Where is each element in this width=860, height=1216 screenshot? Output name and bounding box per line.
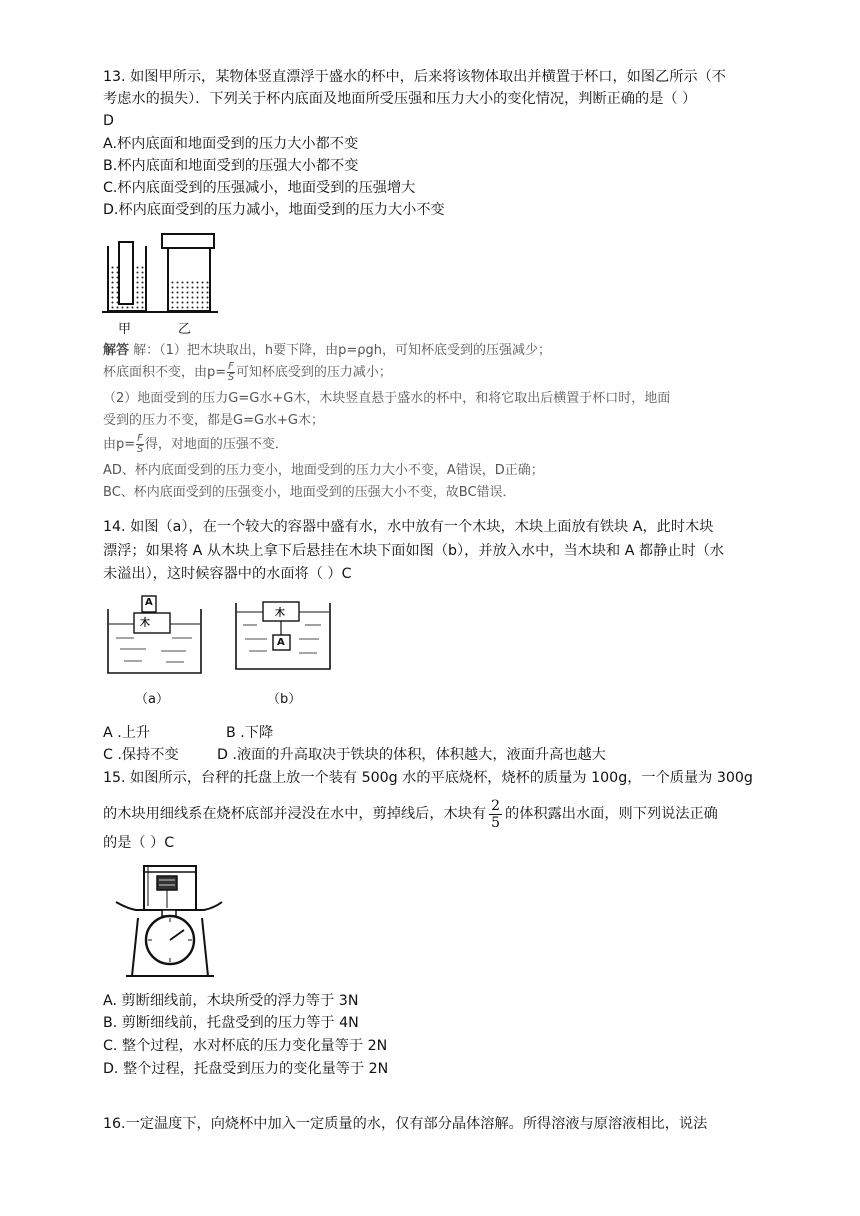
q15-option-b: B. 剪断细线前，托盘受到的压力等于 4N: [103, 1015, 359, 1031]
q13-solution-line7: BC、杯内底面受到的压强变小，地面受到的压强大小不变，故BC错误．: [103, 485, 516, 500]
q14-figure-a: [106, 593, 206, 675]
solution-text: 可知杯底受到的压力减小；: [235, 365, 392, 380]
stem-text: 的木块用细线系在烧杯底部并浸没在水中，剪掉线后，木块有: [103, 806, 487, 822]
q14-option-d: D .液面的升高取决于铁块的体积，体积越大，液面升高也越大: [217, 747, 606, 763]
solution-text: 得，对地面的压强不变．: [144, 437, 288, 452]
q14-option-a: A .上升: [103, 725, 151, 741]
q15-option-c: C. 整个过程，水对杯底的压力变化量等于 2N: [103, 1038, 388, 1054]
fraction-f-over-s: $\frac{F}{S}$: [136, 433, 144, 455]
q14-stem-line1: 14. 如图（a），在一个较大的容器中盛有水，水中放有一个木块，木块上面放有铁块 A，此时木块: [103, 519, 714, 535]
q13-solution-line4: 受到的压力不变，都是G=G水+G木；: [103, 413, 325, 428]
q14-caption-a: （a）: [135, 692, 169, 707]
q13-solution-line2: [103, 362, 392, 383]
q14-option-b: B .下降: [226, 725, 274, 741]
q15-stem-line1: 15. 如图所示，台秤的托盘上放一个装有 500g 水的平底烧杯，烧杯的质量为 100g，一个质量为 300g: [103, 770, 753, 786]
q13-option-d: D.杯内底面受到的压力减小，地面受到的压力大小不变: [103, 202, 445, 218]
q13-option-a: A.杯内底面和地面受到的压力大小都不变: [103, 136, 359, 152]
q13-solution-line1: [103, 342, 551, 360]
q13-solution-line5: [103, 434, 288, 455]
fraction-f-over-s: $\frac{F}{S}$: [227, 361, 235, 383]
q13-fig-label-yi: 乙: [178, 322, 192, 337]
q14-b-wood-label: 木: [275, 608, 285, 619]
q13-stem-line2: 考虑水的损失）．下列关于杯内底面及地面所受压强和压力大小的变化情况，判断正确的是（ ）: [103, 91, 697, 107]
solution-text: 解：（1）把木块取出，h要下降，由p=ρgh，可知杯底受到的压强减少；: [129, 343, 552, 358]
q13-stem-line1: 13. 如图甲所示，某物体竖直漂浮于盛水的杯中，后来将该物体取出并横置于杯口，如图乙所示（不: [103, 69, 726, 85]
solution-text: 杯底面积不变，由p=: [103, 365, 227, 380]
q13-option-b: B.杯内底面和地面受到的压强大小都不变: [103, 158, 359, 174]
q15-stem-line3: 的是（ ）C: [103, 835, 175, 851]
fraction-2-over-5: $\frac{2}{5}$: [491, 797, 500, 831]
q13-solution-line3: （2）地面受到的压力G=G水+G木，木块竖直悬于盛水的杯中，和将它取出后横置于杯口时，地面: [103, 391, 671, 406]
q16-stem-line1: 16.一定温度下，向烧杯中加入一定质量的水，仅有部分晶体溶解。所得溶液与原溶液相比，说法: [103, 1116, 708, 1132]
q13-answer: D: [103, 113, 114, 129]
q14-stem-line3: 未溢出），这时候容器中的水面将（ ）C: [103, 566, 352, 582]
q14-a-iron-label: A: [145, 597, 153, 608]
solution-head: 解答: [103, 343, 130, 358]
q14-stem-line2: 漂浮；如果将 A 从木块上拿下后悬挂在木块下面如图（b），并放入水中，当木块和 A 都静止时（水: [103, 543, 725, 559]
q13-solution-line6: AD、杯内底面受到的压力变小，地面受到的压力大小不变，A错误，D正确；: [103, 463, 544, 478]
q15-stem-line2: [103, 792, 718, 836]
q15-option-d: D. 整个过程，托盘受到压力的变化量等于 2N: [103, 1061, 389, 1077]
q15-scale-figure: [112, 858, 232, 978]
q15-option-a: A. 剪断细线前，木块所受的浮力等于 3N: [103, 993, 359, 1009]
q14-a-wood-label: 木: [140, 618, 150, 629]
solution-text: 由p=: [103, 437, 136, 452]
q14-option-c: C .保持不变: [103, 747, 179, 763]
q14-caption-b: （b）: [267, 692, 302, 707]
q13-option-c: C.杯内底面受到的压强减小，地面受到的压强增大: [103, 180, 416, 196]
q13-fig-label-jia: 甲: [118, 322, 132, 337]
stem-text: 的体积露出水面，则下列说法正确: [505, 806, 718, 822]
q14-b-iron-label: A: [277, 637, 285, 648]
